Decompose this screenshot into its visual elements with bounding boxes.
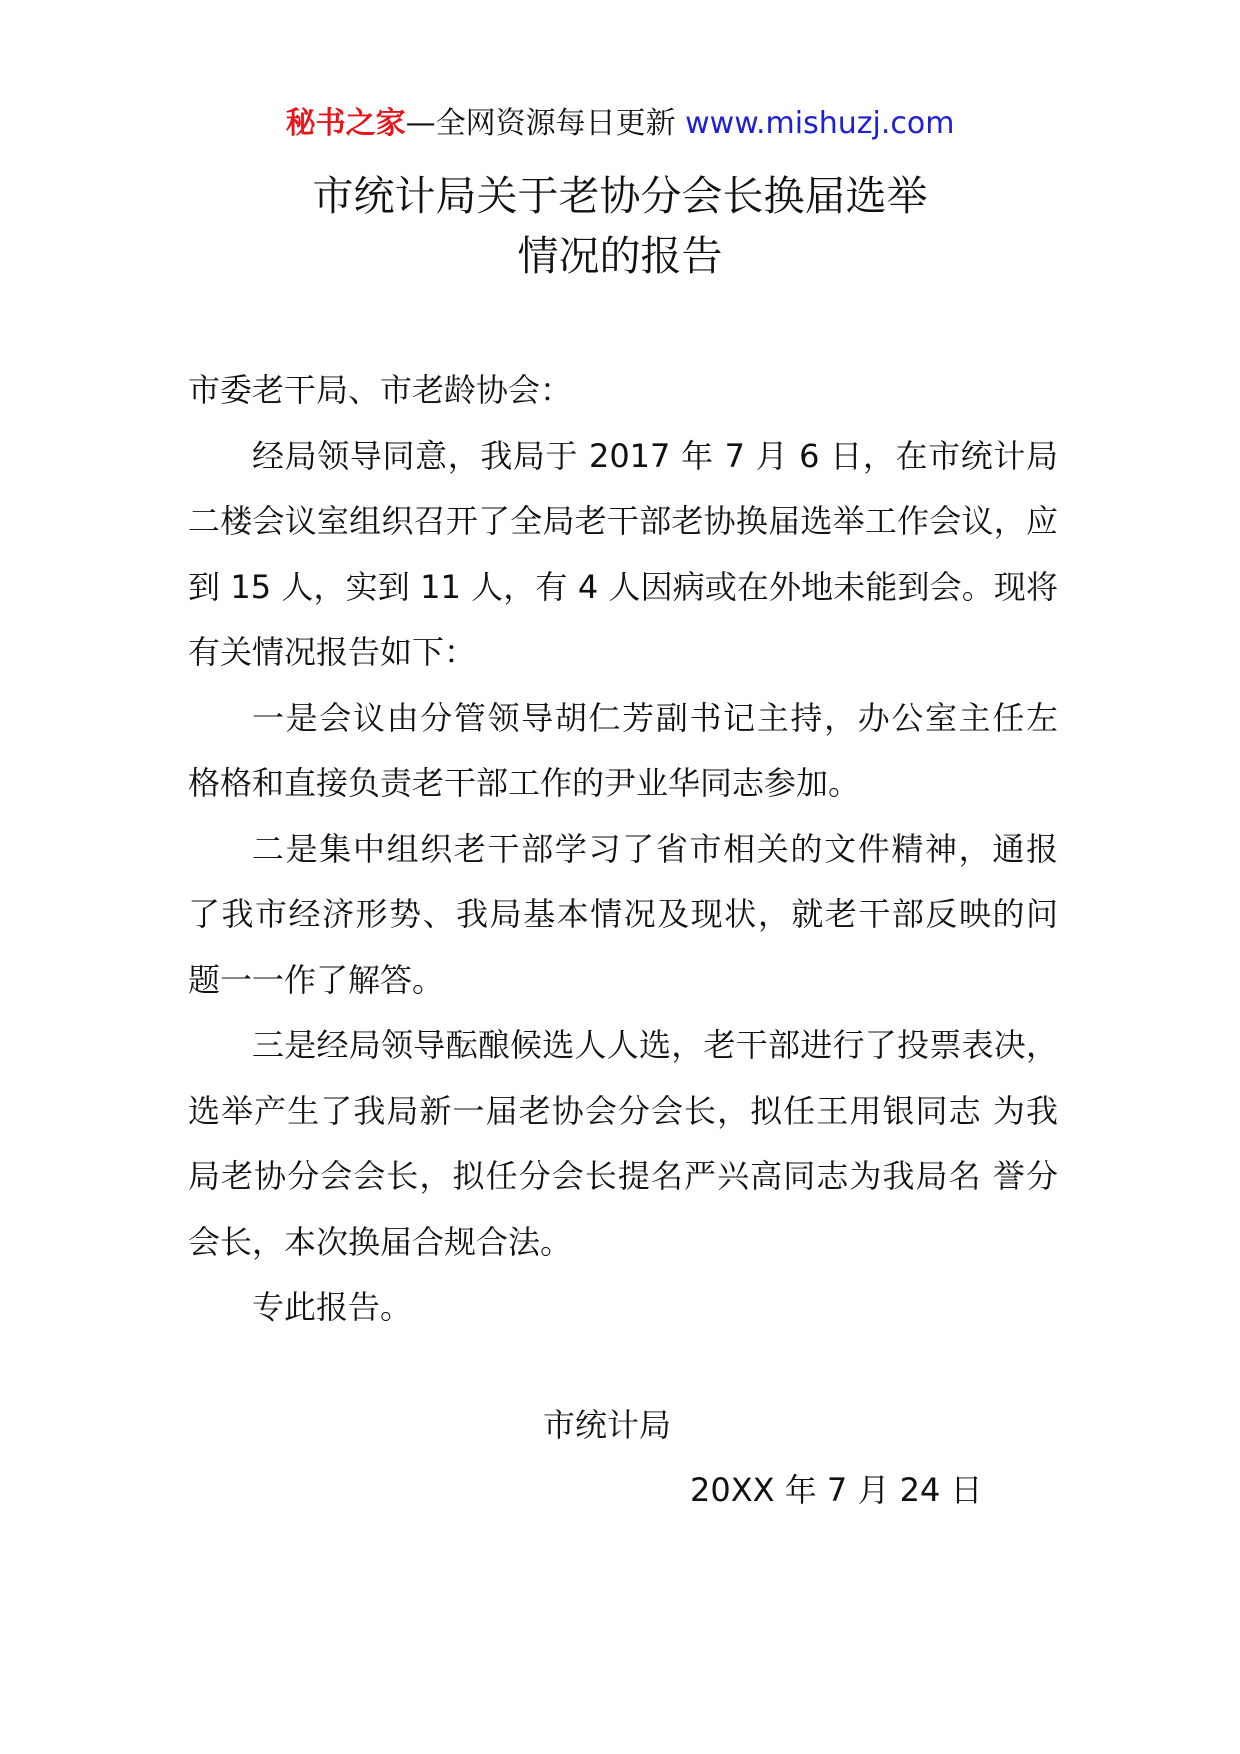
- salutation: 市委老干局、市老龄协会：: [188, 371, 573, 409]
- signature-date: 20XX 年 7 月 24 日: [690, 1471, 983, 1509]
- site-url-link[interactable]: www.mishuzj.com: [685, 106, 955, 141]
- document-body: [188, 358, 1058, 1341]
- signature-org: 市统计局: [543, 1406, 672, 1444]
- title-line-1: 市统计局关于老协分会长换届选举: [312, 172, 928, 220]
- paragraph-item-1: 一是会议由分管领导胡仁芳副书记主持，办公室主任左 格格和直接负责老干部工作的尹业华同志参加。: [188, 698, 1058, 802]
- site-header: [0, 104, 1240, 144]
- paragraph-item-2: 二是集中组织老干部学习了省市相关的文件精神，通报 了我市经济形势、我局基本情况及现状，就老干部反映的问 题一一作了解答。: [188, 829, 1058, 999]
- brand-name: 秘书之家: [285, 106, 406, 141]
- document-title: [0, 166, 1240, 286]
- paragraph-closing: 专此报告。: [252, 1288, 413, 1326]
- header-tagline: —全网资源每日更新: [405, 106, 676, 141]
- title-line-2: 情况的报告: [517, 232, 723, 280]
- paragraph-intro: 经局领导同意，我局于 2017 年 7 月 6 日，在市统计局二楼会议室组织召开了全局老干部老协换届选举工作会议，应到 15 人，实到 11 人，有 4 人因病或在外地未能到会。现将有关情况报告如下：: [188, 436, 1058, 671]
- paragraph-item-3: 三是经局领导酝酿候选人人选，老干部进行了投票表决，选举产生了我局新一届老协会分会长，拟任王用银同志 为我局老协分会会长，拟任分会长提名严兴高同志为我局名 誉分会长，本次换届合规合法。: [188, 1026, 1058, 1261]
